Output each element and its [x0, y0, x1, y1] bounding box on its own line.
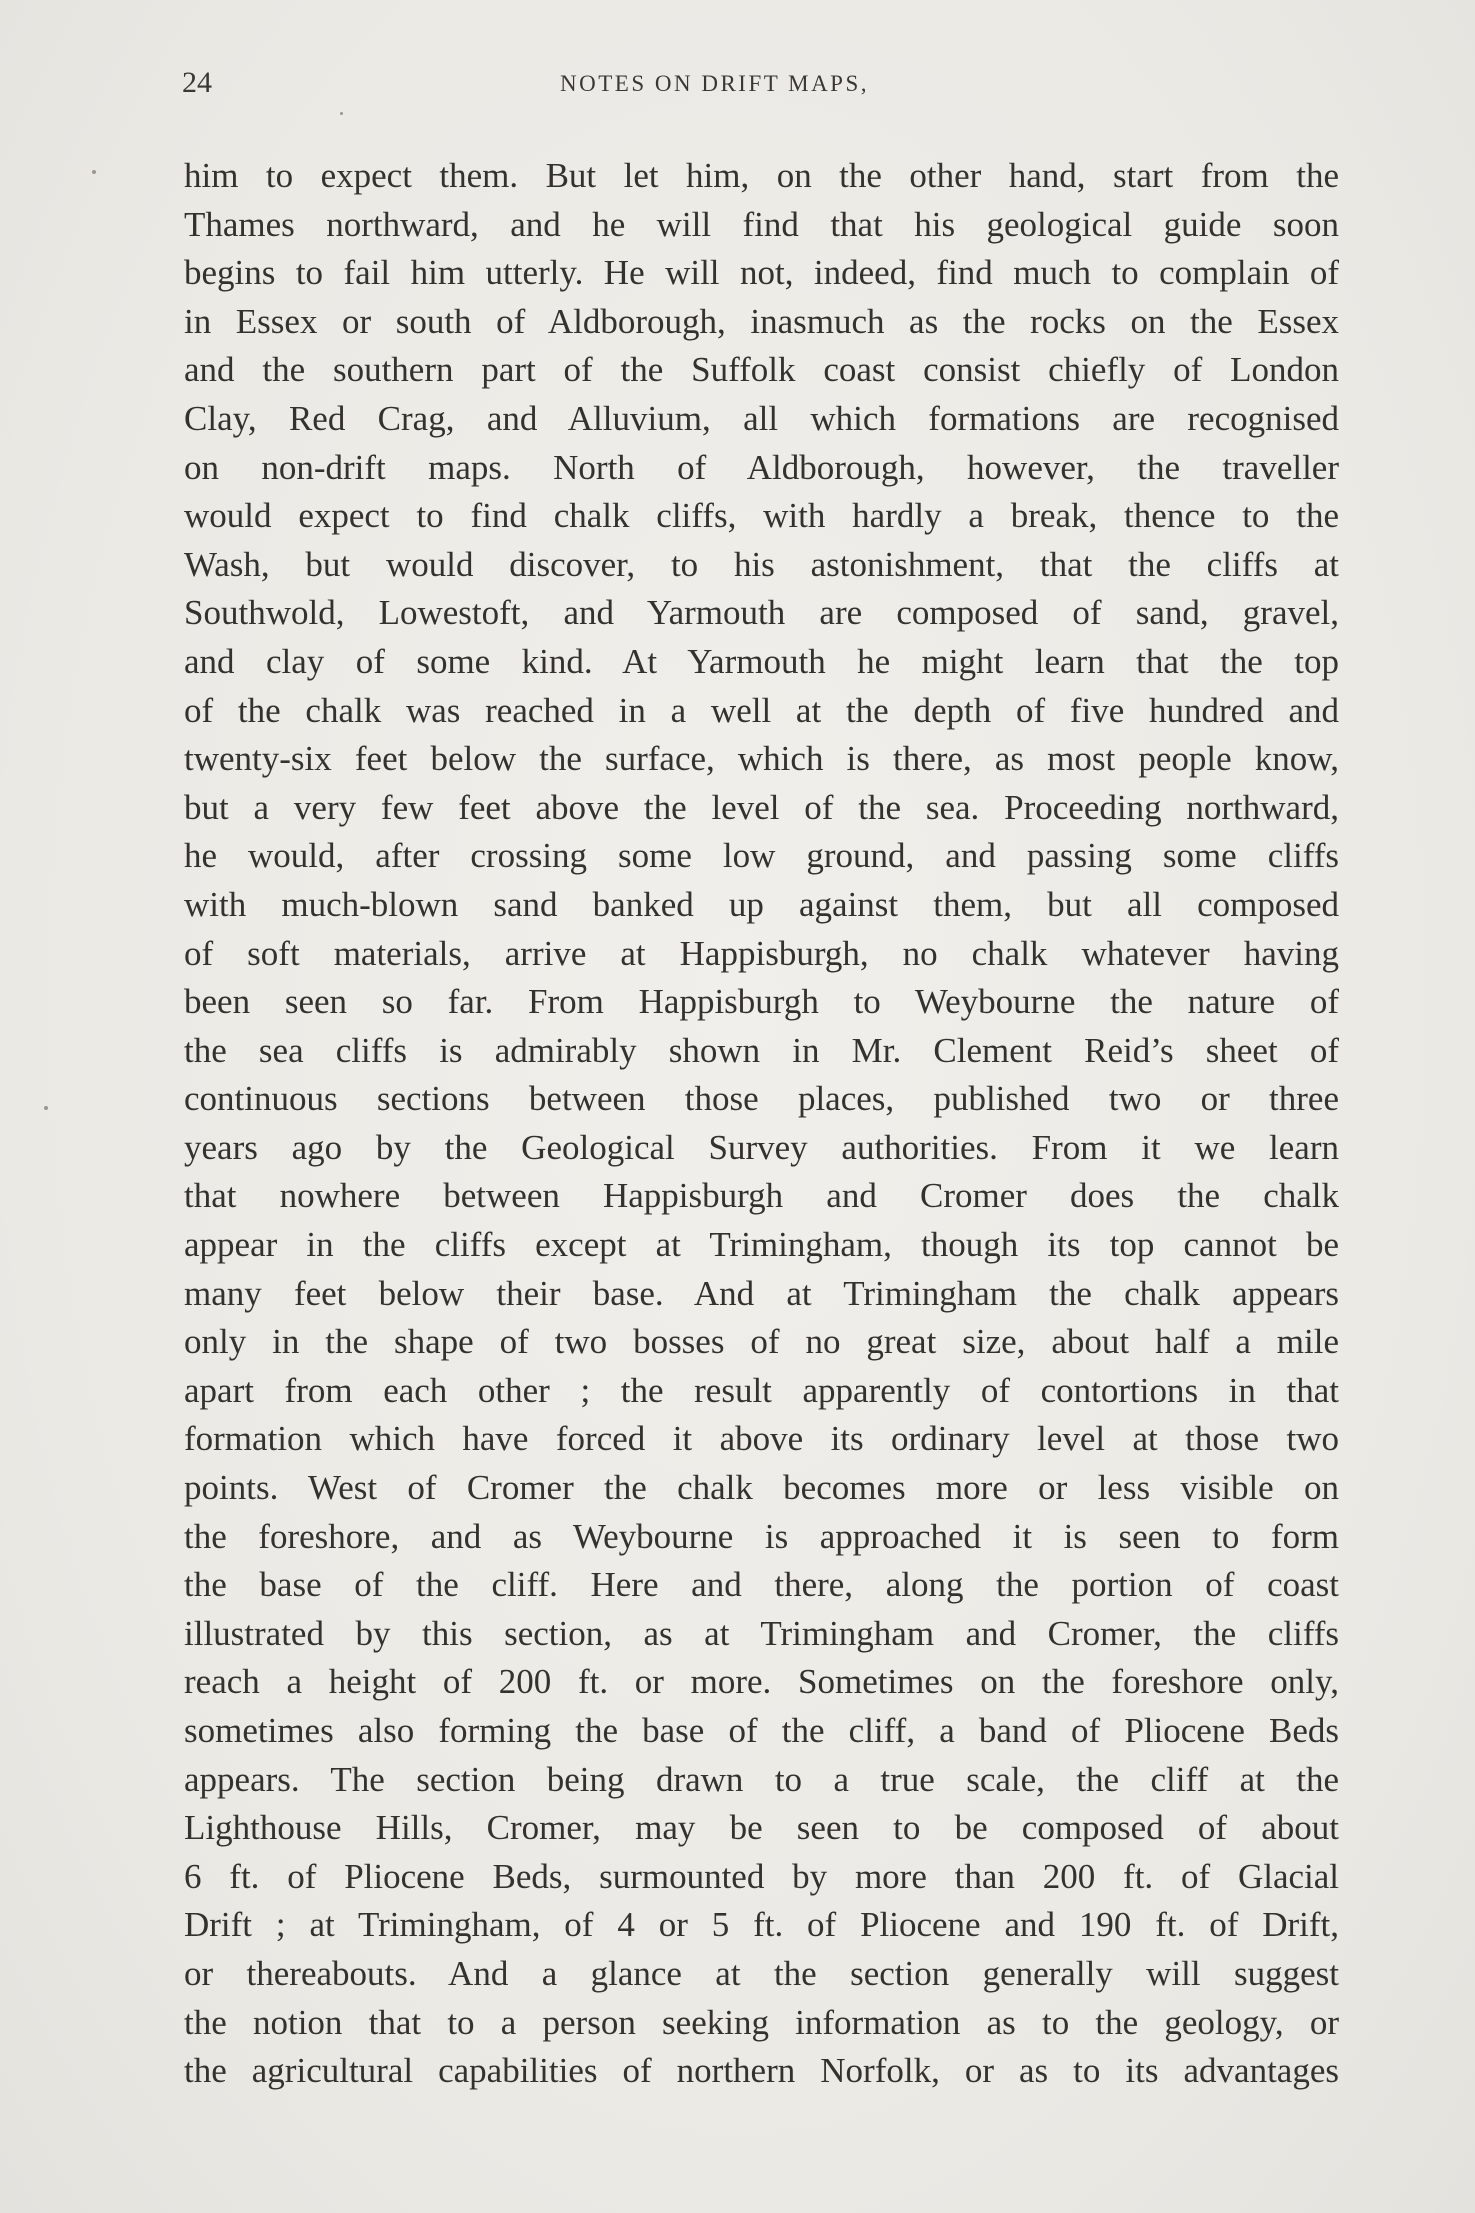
text-line: Wash, but would discover, to his astonishment, that the cliffs at — [184, 544, 1339, 584]
text-line: illustrated by this section, as at Trimingham and Cromer, the cliffs — [184, 1613, 1339, 1653]
running-head: NOTES ON DRIFT MAPS, — [560, 71, 870, 96]
text-line: that nowhere between Happisburgh and Cromer does the chalk — [184, 1176, 1339, 1216]
paper-speck — [92, 170, 96, 174]
text-line: reach a height of 200 ft. or more. Sometimes on the foreshore only, — [184, 1662, 1339, 1702]
text-line: the agricultural capabilities of northern Norfolk, or as to its advantages — [184, 2051, 1339, 2091]
text-line: of soft materials, arrive at Happisburgh, no chalk whatever having — [184, 933, 1339, 973]
text-line: him to expect them. But let him, on the other hand, start from the — [184, 156, 1339, 195]
text-line: Drift ; at Trimingham, of 4 or 5 ft. of Pliocene and 190 ft. of Drift, — [184, 1905, 1339, 1945]
text-line: only in the shape of two bosses of no great size, about half a mile — [184, 1322, 1339, 1362]
text-line: with much-blown sand banked up against them, but all composed — [184, 884, 1339, 924]
text-line: years ago by the Geological Survey authorities. From it we learn — [184, 1127, 1339, 1167]
text-line: the sea cliffs is admirably shown in Mr. Clement Reid’s sheet of — [184, 1030, 1339, 1070]
text-line: would expect to find chalk cliffs, with hardly a break, thence to the — [184, 496, 1339, 536]
text-line: and the southern part of the Suffolk coast consist chiefly of London — [184, 350, 1339, 390]
paper-speck — [340, 112, 343, 115]
text-line: in Essex or south of Aldborough, inasmuch as the rocks on the Essex — [184, 301, 1339, 341]
text-line: on non-drift maps. North of Aldborough, however, the traveller — [184, 447, 1339, 487]
text-line: 6 ft. of Pliocene Beds, surmounted by more than 200 ft. of Glacial — [184, 1856, 1339, 1896]
text-line: appears. The section being drawn to a true scale, the cliff at the — [184, 1759, 1339, 1799]
text-line: Thames northward, and he will find that his geological guide soon — [184, 204, 1339, 244]
text-line: appear in the cliffs except at Trimingham, though its top cannot be — [184, 1225, 1339, 1265]
text-line: twenty-six feet below the surface, which is there, as most people know, — [184, 739, 1339, 779]
text-line: continuous sections between those places, published two or three — [184, 1079, 1339, 1119]
text-line: the base of the cliff. Here and there, along the portion of coast — [184, 1565, 1339, 1605]
text-line: formation which have forced it above its ordinary level at those two — [184, 1419, 1339, 1459]
paper-speck — [44, 1106, 48, 1110]
text-line: sometimes also forming the base of the cliff, a band of Pliocene Beds — [184, 1711, 1339, 1750]
text-line: points. West of Cromer the chalk becomes more or less visible on — [184, 1468, 1339, 1508]
page-number: 24 — [182, 66, 212, 99]
text-line: Clay, Red Crag, and Alluvium, all which formations are recognised — [184, 398, 1339, 438]
text-line: begins to fail him utterly. He will not, indeed, find much to complain of — [184, 253, 1339, 293]
text-line: many feet below their base. And at Trimingham the chalk appears — [184, 1273, 1339, 1313]
body-text — [184, 152, 1339, 2096]
text-line: the notion that to a person seeking information as to the geology, or — [184, 2002, 1339, 2042]
text-line: of the chalk was reached in a well at the depth of five hundred and — [184, 690, 1339, 730]
text-line: been seen so far. From Happisburgh to Weybourne the nature of — [184, 982, 1339, 1022]
text-line: but a very few feet above the level of the sea. Proceeding northward, — [184, 787, 1339, 827]
text-line: or thereabouts. And a glance at the section generally will suggest — [184, 1953, 1339, 1993]
page-header — [182, 66, 1339, 106]
text-line: Southwold, Lowestoft, and Yarmouth are composed of sand, gravel, — [184, 593, 1339, 633]
text-line: he would, after crossing some low ground, and passing some cliffs — [184, 836, 1339, 876]
text-line: and clay of some kind. At Yarmouth he might learn that the top — [184, 641, 1339, 681]
text-line: Lighthouse Hills, Cromer, may be seen to be composed of about — [184, 1808, 1339, 1848]
text-line: apart from each other ; the result apparently of contortions in that — [184, 1370, 1339, 1410]
text-line: the foreshore, and as Weybourne is approached it is seen to form — [184, 1516, 1339, 1556]
